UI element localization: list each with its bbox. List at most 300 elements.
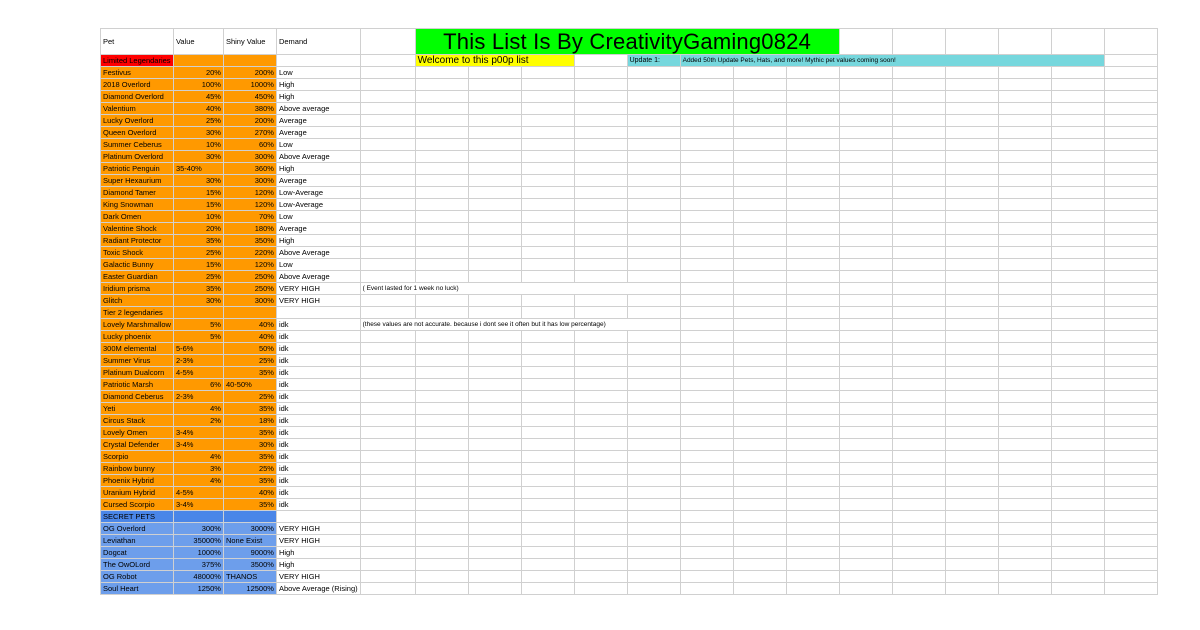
empty-cell[interactable]: [786, 499, 839, 511]
empty-cell[interactable]: [892, 439, 945, 451]
empty-cell[interactable]: [786, 187, 839, 199]
empty-cell[interactable]: [1104, 391, 1157, 403]
empty-cell[interactable]: [415, 547, 468, 559]
empty-cell[interactable]: [945, 79, 998, 91]
empty-cell[interactable]: [839, 355, 892, 367]
empty-cell[interactable]: [415, 511, 468, 523]
empty-cell[interactable]: [1051, 451, 1104, 463]
empty-cell[interactable]: [892, 307, 945, 319]
empty-cell[interactable]: [786, 523, 839, 535]
empty-cell[interactable]: [839, 367, 892, 379]
pet-value-cell[interactable]: 35000%: [173, 535, 223, 547]
empty-cell[interactable]: [892, 151, 945, 163]
empty-cell[interactable]: [360, 463, 415, 475]
empty-cell[interactable]: [1104, 91, 1157, 103]
table-row[interactable]: [101, 559, 1158, 571]
empty-cell[interactable]: [892, 331, 945, 343]
empty-cell[interactable]: [839, 535, 892, 547]
pet-name-cell[interactable]: Patriotic Penguin: [101, 163, 174, 175]
empty-cell[interactable]: [468, 367, 521, 379]
table-row[interactable]: [101, 223, 1158, 235]
empty-cell[interactable]: [574, 559, 627, 571]
empty-cell[interactable]: [415, 187, 468, 199]
empty-cell[interactable]: [468, 571, 521, 583]
empty-cell[interactable]: [521, 223, 574, 235]
table-row[interactable]: [101, 451, 1158, 463]
empty-cell[interactable]: [468, 463, 521, 475]
empty-cell[interactable]: [680, 307, 733, 319]
empty-cell[interactable]: [468, 79, 521, 91]
empty-cell[interactable]: [998, 355, 1051, 367]
empty-cell[interactable]: [1104, 211, 1157, 223]
pet-demand-cell[interactable]: Average: [276, 175, 360, 187]
empty-cell[interactable]: [945, 127, 998, 139]
empty-cell[interactable]: [733, 451, 786, 463]
empty-cell[interactable]: [945, 187, 998, 199]
empty-cell[interactable]: [680, 103, 733, 115]
empty-cell[interactable]: [998, 139, 1051, 151]
empty-cell[interactable]: [839, 331, 892, 343]
empty-cell[interactable]: [945, 151, 998, 163]
pet-name-cell[interactable]: OG Robot: [101, 571, 174, 583]
empty-cell[interactable]: [468, 475, 521, 487]
empty-cell[interactable]: [574, 91, 627, 103]
empty-cell[interactable]: [998, 223, 1051, 235]
table-row[interactable]: [101, 487, 1158, 499]
welcome-banner[interactable]: Welcome to this p00p list: [415, 55, 574, 67]
empty-cell[interactable]: [415, 523, 468, 535]
empty-cell[interactable]: [415, 487, 468, 499]
empty-cell[interactable]: [627, 259, 680, 271]
table-row[interactable]: [101, 127, 1158, 139]
empty-cell[interactable]: [627, 391, 680, 403]
column-header-demand[interactable]: Demand: [276, 29, 360, 55]
empty-cell[interactable]: [733, 187, 786, 199]
empty-cell[interactable]: [1104, 295, 1157, 307]
empty-cell[interactable]: [892, 271, 945, 283]
empty-cell[interactable]: [680, 427, 733, 439]
empty-cell[interactable]: [786, 235, 839, 247]
empty-cell[interactable]: [998, 583, 1051, 595]
empty-cell[interactable]: [680, 331, 733, 343]
empty-cell[interactable]: [360, 79, 415, 91]
section-row[interactable]: [101, 55, 1158, 67]
empty-cell[interactable]: [892, 103, 945, 115]
empty-cell[interactable]: [468, 343, 521, 355]
empty-cell[interactable]: [786, 475, 839, 487]
empty-cell[interactable]: [945, 199, 998, 211]
empty-cell[interactable]: [680, 247, 733, 259]
empty-cell[interactable]: [360, 427, 415, 439]
empty-cell[interactable]: [945, 29, 998, 55]
pet-value-cell[interactable]: 20%: [173, 67, 223, 79]
column-header-value[interactable]: Value: [173, 29, 223, 55]
empty-cell[interactable]: [627, 415, 680, 427]
empty-cell[interactable]: [415, 475, 468, 487]
empty-cell[interactable]: [680, 199, 733, 211]
empty-cell[interactable]: [998, 475, 1051, 487]
empty-cell[interactable]: [627, 499, 680, 511]
pet-name-cell[interactable]: Dogcat: [101, 547, 174, 559]
empty-cell[interactable]: [1051, 91, 1104, 103]
empty-cell[interactable]: [360, 391, 415, 403]
empty-cell[interactable]: [680, 487, 733, 499]
empty-cell[interactable]: [574, 451, 627, 463]
empty-cell[interactable]: [945, 331, 998, 343]
empty-cell[interactable]: [998, 451, 1051, 463]
pet-shiny-value-cell[interactable]: 3000%: [223, 523, 276, 535]
pet-demand-cell[interactable]: VERY HIGH: [276, 283, 360, 295]
empty-cell[interactable]: [468, 127, 521, 139]
pet-demand-cell[interactable]: [276, 55, 360, 67]
empty-cell[interactable]: [839, 271, 892, 283]
pet-name-cell[interactable]: Rainbow bunny: [101, 463, 174, 475]
empty-cell[interactable]: [627, 79, 680, 91]
empty-cell[interactable]: [839, 29, 892, 55]
empty-cell[interactable]: [521, 79, 574, 91]
empty-cell[interactable]: [468, 379, 521, 391]
empty-cell[interactable]: [1104, 187, 1157, 199]
empty-cell[interactable]: [1051, 583, 1104, 595]
empty-cell[interactable]: [892, 355, 945, 367]
empty-cell[interactable]: [733, 391, 786, 403]
empty-cell[interactable]: [998, 199, 1051, 211]
empty-cell[interactable]: [521, 163, 574, 175]
empty-cell[interactable]: [892, 175, 945, 187]
pet-demand-cell[interactable]: idk: [276, 475, 360, 487]
empty-cell[interactable]: [733, 103, 786, 115]
empty-cell[interactable]: [627, 103, 680, 115]
empty-cell[interactable]: [627, 211, 680, 223]
empty-cell[interactable]: [627, 247, 680, 259]
empty-cell[interactable]: [360, 583, 415, 595]
empty-cell[interactable]: [786, 487, 839, 499]
empty-cell[interactable]: [680, 127, 733, 139]
empty-cell[interactable]: [839, 175, 892, 187]
pet-demand-cell[interactable]: Average: [276, 223, 360, 235]
empty-cell[interactable]: [468, 391, 521, 403]
empty-cell[interactable]: [998, 115, 1051, 127]
empty-cell[interactable]: [998, 283, 1051, 295]
empty-cell[interactable]: [574, 235, 627, 247]
empty-cell[interactable]: [786, 547, 839, 559]
pet-name-cell[interactable]: Lucky Overlord: [101, 115, 174, 127]
empty-cell[interactable]: [786, 559, 839, 571]
empty-cell[interactable]: [360, 271, 415, 283]
table-row[interactable]: [101, 403, 1158, 415]
empty-cell[interactable]: [998, 391, 1051, 403]
empty-cell[interactable]: [892, 571, 945, 583]
empty-cell[interactable]: [1051, 67, 1104, 79]
table-row[interactable]: [101, 343, 1158, 355]
empty-cell[interactable]: [892, 511, 945, 523]
empty-cell[interactable]: [574, 343, 627, 355]
empty-cell[interactable]: [680, 463, 733, 475]
empty-cell[interactable]: [415, 367, 468, 379]
empty-cell[interactable]: [892, 391, 945, 403]
pet-demand-cell[interactable]: idk: [276, 487, 360, 499]
empty-cell[interactable]: [1104, 403, 1157, 415]
empty-cell[interactable]: [945, 379, 998, 391]
empty-cell[interactable]: [1104, 367, 1157, 379]
empty-cell[interactable]: [627, 307, 680, 319]
empty-cell[interactable]: [680, 319, 733, 331]
empty-cell[interactable]: [945, 175, 998, 187]
empty-cell[interactable]: [839, 127, 892, 139]
pet-demand-cell[interactable]: Above average: [276, 103, 360, 115]
empty-cell[interactable]: [521, 199, 574, 211]
pet-name-cell[interactable]: Diamond Overlord: [101, 91, 174, 103]
empty-cell[interactable]: [786, 583, 839, 595]
empty-cell[interactable]: [1051, 199, 1104, 211]
empty-cell[interactable]: [786, 91, 839, 103]
pet-name-cell[interactable]: SECRET PETS: [101, 511, 174, 523]
empty-cell[interactable]: [945, 283, 998, 295]
empty-cell[interactable]: [574, 55, 627, 67]
empty-cell[interactable]: [574, 463, 627, 475]
empty-cell[interactable]: [1104, 29, 1157, 55]
empty-cell[interactable]: [574, 379, 627, 391]
empty-cell[interactable]: [839, 295, 892, 307]
empty-cell[interactable]: [945, 295, 998, 307]
empty-cell[interactable]: [1051, 271, 1104, 283]
empty-cell[interactable]: [1051, 259, 1104, 271]
pet-shiny-value-cell[interactable]: 12500%: [223, 583, 276, 595]
pet-value-cell[interactable]: 30%: [173, 295, 223, 307]
empty-cell[interactable]: [1051, 331, 1104, 343]
empty-cell[interactable]: [892, 163, 945, 175]
empty-cell[interactable]: [1104, 103, 1157, 115]
empty-cell[interactable]: [786, 367, 839, 379]
empty-cell[interactable]: [1104, 247, 1157, 259]
empty-cell[interactable]: [998, 29, 1051, 55]
empty-cell[interactable]: [1051, 499, 1104, 511]
pet-name-cell[interactable]: Festivus: [101, 67, 174, 79]
empty-cell[interactable]: [680, 223, 733, 235]
pet-demand-cell[interactable]: [276, 307, 360, 319]
pet-shiny-value-cell[interactable]: 450%: [223, 91, 276, 103]
pet-name-cell[interactable]: Yeti: [101, 403, 174, 415]
empty-cell[interactable]: [415, 163, 468, 175]
empty-cell[interactable]: [468, 139, 521, 151]
empty-cell[interactable]: [945, 223, 998, 235]
empty-cell[interactable]: [521, 307, 574, 319]
empty-cell[interactable]: [415, 439, 468, 451]
empty-cell[interactable]: [360, 127, 415, 139]
empty-cell[interactable]: [1104, 127, 1157, 139]
empty-cell[interactable]: [839, 547, 892, 559]
empty-cell[interactable]: [839, 307, 892, 319]
empty-cell[interactable]: [892, 67, 945, 79]
empty-cell[interactable]: [415, 571, 468, 583]
table-row[interactable]: [101, 475, 1158, 487]
empty-cell[interactable]: [521, 103, 574, 115]
empty-cell[interactable]: [733, 259, 786, 271]
empty-cell[interactable]: [945, 115, 998, 127]
empty-cell[interactable]: [733, 343, 786, 355]
pet-shiny-value-cell[interactable]: 200%: [223, 115, 276, 127]
pet-value-cell[interactable]: 25%: [173, 247, 223, 259]
empty-cell[interactable]: [786, 199, 839, 211]
empty-cell[interactable]: [1051, 211, 1104, 223]
empty-cell[interactable]: [998, 367, 1051, 379]
empty-cell[interactable]: [733, 583, 786, 595]
empty-cell[interactable]: [468, 151, 521, 163]
empty-cell[interactable]: [786, 163, 839, 175]
pet-value-cell[interactable]: 5%: [173, 319, 223, 331]
empty-cell[interactable]: [468, 451, 521, 463]
empty-cell[interactable]: [1104, 199, 1157, 211]
empty-cell[interactable]: [680, 187, 733, 199]
empty-cell[interactable]: [786, 535, 839, 547]
empty-cell[interactable]: [680, 67, 733, 79]
empty-cell[interactable]: [786, 463, 839, 475]
empty-cell[interactable]: [360, 547, 415, 559]
empty-cell[interactable]: [627, 91, 680, 103]
empty-cell[interactable]: [521, 91, 574, 103]
empty-cell[interactable]: [839, 79, 892, 91]
empty-cell[interactable]: [945, 571, 998, 583]
empty-cell[interactable]: [892, 487, 945, 499]
empty-cell[interactable]: [574, 571, 627, 583]
empty-cell[interactable]: [360, 115, 415, 127]
empty-cell[interactable]: [521, 115, 574, 127]
empty-cell[interactable]: [733, 139, 786, 151]
empty-cell[interactable]: [627, 475, 680, 487]
empty-cell[interactable]: [998, 103, 1051, 115]
empty-cell[interactable]: [1104, 475, 1157, 487]
empty-cell[interactable]: [360, 139, 415, 151]
empty-cell[interactable]: [1104, 451, 1157, 463]
empty-cell[interactable]: [627, 463, 680, 475]
empty-cell[interactable]: [998, 439, 1051, 451]
table-row[interactable]: [101, 463, 1158, 475]
empty-cell[interactable]: [998, 415, 1051, 427]
pet-value-cell[interactable]: [173, 307, 223, 319]
empty-cell[interactable]: [1051, 283, 1104, 295]
empty-cell[interactable]: [574, 175, 627, 187]
empty-cell[interactable]: [680, 355, 733, 367]
column-header-shiny-value[interactable]: Shiny Value: [223, 29, 276, 55]
empty-cell[interactable]: [521, 415, 574, 427]
pet-shiny-value-cell[interactable]: [223, 307, 276, 319]
empty-cell[interactable]: [1104, 235, 1157, 247]
empty-cell[interactable]: [945, 559, 998, 571]
empty-cell[interactable]: [786, 259, 839, 271]
pet-name-cell[interactable]: Lovely Omen: [101, 427, 174, 439]
empty-cell[interactable]: [733, 415, 786, 427]
empty-cell[interactable]: [574, 331, 627, 343]
pet-shiny-value-cell[interactable]: 300%: [223, 151, 276, 163]
empty-cell[interactable]: [360, 415, 415, 427]
pet-shiny-value-cell[interactable]: 70%: [223, 211, 276, 223]
pet-demand-cell[interactable]: Above Average (Rising): [276, 583, 360, 595]
empty-cell[interactable]: [468, 511, 521, 523]
empty-cell[interactable]: [360, 235, 415, 247]
empty-cell[interactable]: [945, 451, 998, 463]
empty-cell[interactable]: [680, 91, 733, 103]
empty-cell[interactable]: [839, 235, 892, 247]
empty-cell[interactable]: [574, 211, 627, 223]
pet-shiny-value-cell[interactable]: 30%: [223, 439, 276, 451]
pet-shiny-value-cell[interactable]: 220%: [223, 247, 276, 259]
empty-cell[interactable]: [839, 463, 892, 475]
empty-cell[interactable]: [733, 283, 786, 295]
empty-cell[interactable]: [521, 259, 574, 271]
empty-cell[interactable]: [415, 307, 468, 319]
empty-cell[interactable]: [680, 499, 733, 511]
empty-cell[interactable]: [998, 259, 1051, 271]
pet-demand-cell[interactable]: idk: [276, 331, 360, 343]
empty-cell[interactable]: [574, 523, 627, 535]
empty-cell[interactable]: [574, 499, 627, 511]
table-row[interactable]: [101, 283, 1158, 295]
empty-cell[interactable]: [574, 271, 627, 283]
empty-cell[interactable]: [998, 571, 1051, 583]
empty-cell[interactable]: [733, 163, 786, 175]
empty-cell[interactable]: [733, 307, 786, 319]
empty-cell[interactable]: [786, 379, 839, 391]
empty-cell[interactable]: [945, 355, 998, 367]
empty-cell[interactable]: [574, 307, 627, 319]
empty-cell[interactable]: [468, 163, 521, 175]
table-row[interactable]: [101, 331, 1158, 343]
empty-cell[interactable]: [360, 499, 415, 511]
empty-cell[interactable]: [468, 403, 521, 415]
empty-cell[interactable]: [839, 427, 892, 439]
empty-cell[interactable]: [1051, 115, 1104, 127]
empty-cell[interactable]: [360, 367, 415, 379]
empty-cell[interactable]: [468, 415, 521, 427]
empty-cell[interactable]: [360, 451, 415, 463]
empty-cell[interactable]: [627, 187, 680, 199]
pet-name-cell[interactable]: Summer Ceberus: [101, 139, 174, 151]
empty-cell[interactable]: [360, 163, 415, 175]
empty-cell[interactable]: [521, 535, 574, 547]
empty-cell[interactable]: [360, 355, 415, 367]
empty-cell[interactable]: [627, 271, 680, 283]
empty-cell[interactable]: [521, 487, 574, 499]
empty-cell[interactable]: [627, 511, 680, 523]
table-row[interactable]: [101, 235, 1158, 247]
empty-cell[interactable]: [892, 235, 945, 247]
empty-cell[interactable]: [733, 295, 786, 307]
empty-cell[interactable]: [786, 295, 839, 307]
pet-name-cell[interactable]: Diamond Ceberus: [101, 391, 174, 403]
pet-shiny-value-cell[interactable]: 35%: [223, 451, 276, 463]
empty-cell[interactable]: [680, 511, 733, 523]
empty-cell[interactable]: [360, 259, 415, 271]
empty-cell[interactable]: [521, 499, 574, 511]
empty-cell[interactable]: [839, 559, 892, 571]
empty-cell[interactable]: [945, 499, 998, 511]
empty-cell[interactable]: [839, 319, 892, 331]
empty-cell[interactable]: [415, 235, 468, 247]
pet-value-cell[interactable]: 300%: [173, 523, 223, 535]
pet-shiny-value-cell[interactable]: None Exist: [223, 535, 276, 547]
pet-shiny-value-cell[interactable]: 35%: [223, 427, 276, 439]
empty-cell[interactable]: [839, 139, 892, 151]
empty-cell[interactable]: [574, 163, 627, 175]
empty-cell[interactable]: [733, 271, 786, 283]
empty-cell[interactable]: [415, 175, 468, 187]
empty-cell[interactable]: [733, 523, 786, 535]
table-row[interactable]: [101, 175, 1158, 187]
empty-cell[interactable]: [1104, 331, 1157, 343]
empty-cell[interactable]: [733, 511, 786, 523]
empty-cell[interactable]: [892, 463, 945, 475]
empty-cell[interactable]: [892, 427, 945, 439]
